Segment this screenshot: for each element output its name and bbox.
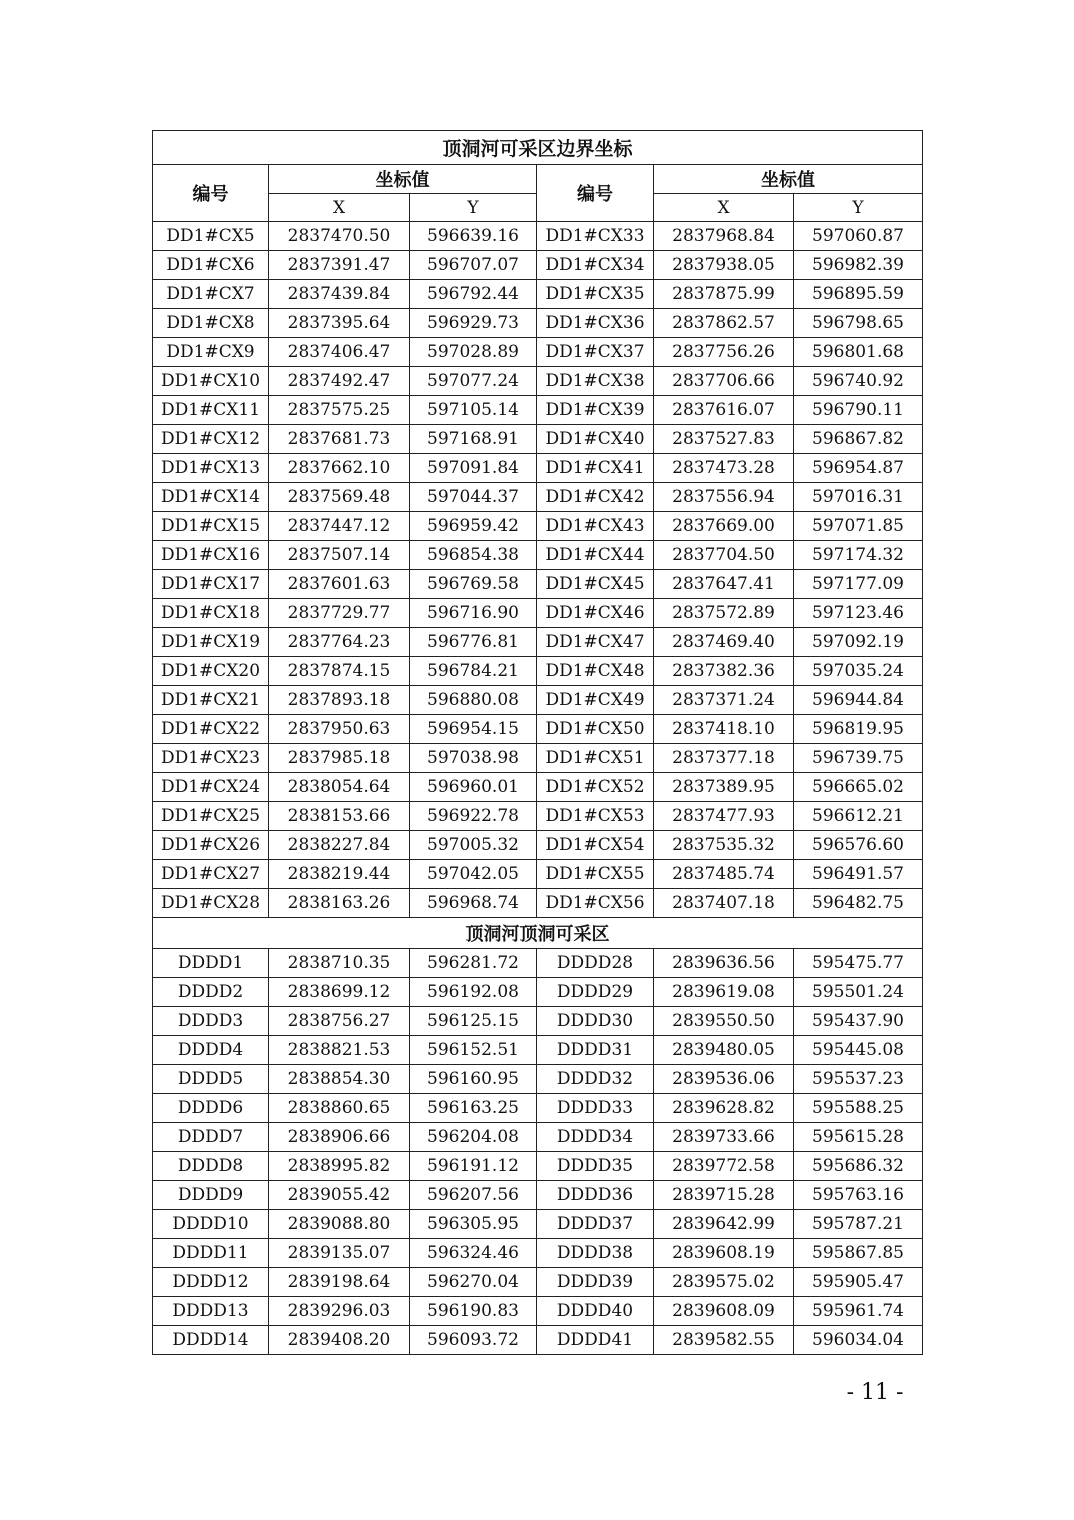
y-value-left: 596968.74 — [410, 889, 537, 918]
x-value-left: 2838756.27 — [269, 1007, 410, 1036]
point-id-right: DDDD41 — [537, 1326, 654, 1355]
y-value-right: 597071.85 — [794, 512, 923, 541]
y-value-right: 595867.85 — [794, 1239, 923, 1268]
point-id-right: DDDD40 — [537, 1297, 654, 1326]
y-value-left: 596707.07 — [410, 251, 537, 280]
x-value-left: 2838860.65 — [269, 1094, 410, 1123]
y-value-right: 595763.16 — [794, 1181, 923, 1210]
table-row — [153, 860, 923, 889]
point-id-right: DDDD34 — [537, 1123, 654, 1152]
table-row — [153, 599, 923, 628]
point-id-right: DD1#CX37 — [537, 338, 654, 367]
x-value-left: 2838163.26 — [269, 889, 410, 918]
point-id-left: DDDD3 — [153, 1007, 269, 1036]
y-value-right: 596944.84 — [794, 686, 923, 715]
point-id-right: DDDD37 — [537, 1210, 654, 1239]
x-value-left: 2837874.15 — [269, 657, 410, 686]
point-id-right: DDDD38 — [537, 1239, 654, 1268]
point-id-left: DDDD7 — [153, 1123, 269, 1152]
x-value-left: 2837492.47 — [269, 367, 410, 396]
point-id-right: DD1#CX49 — [537, 686, 654, 715]
table-row — [153, 978, 923, 1007]
x-value-right: 2839733.66 — [654, 1123, 794, 1152]
point-id-left: DD1#CX5 — [153, 222, 269, 251]
point-id-left: DDDD8 — [153, 1152, 269, 1181]
table-row — [153, 889, 923, 918]
point-id-right: DD1#CX54 — [537, 831, 654, 860]
table-row — [153, 1065, 923, 1094]
x-value-right: 2837407.18 — [654, 889, 794, 918]
point-id-right: DD1#CX55 — [537, 860, 654, 889]
x-value-left: 2839198.64 — [269, 1268, 410, 1297]
point-id-right: DD1#CX35 — [537, 280, 654, 309]
point-id-left: DDDD14 — [153, 1326, 269, 1355]
y-value-left: 597038.98 — [410, 744, 537, 773]
table-row — [153, 251, 923, 280]
table-row — [153, 1297, 923, 1326]
point-id-left: DDDD13 — [153, 1297, 269, 1326]
x-value-left: 2837662.10 — [269, 454, 410, 483]
table-row — [153, 280, 923, 309]
x-value-right: 2837647.41 — [654, 570, 794, 599]
table-row — [153, 1036, 923, 1065]
x-value-left: 2838227.84 — [269, 831, 410, 860]
x-value-right: 2837382.36 — [654, 657, 794, 686]
x-value-right: 2837704.50 — [654, 541, 794, 570]
y-value-right: 595961.74 — [794, 1297, 923, 1326]
point-id-left: DD1#CX24 — [153, 773, 269, 802]
point-id-right: DD1#CX48 — [537, 657, 654, 686]
x-value-left: 2838054.64 — [269, 773, 410, 802]
x-value-right: 2837572.89 — [654, 599, 794, 628]
y-value-right: 595437.90 — [794, 1007, 923, 1036]
table-row — [153, 657, 923, 686]
y-value-left: 597105.14 — [410, 396, 537, 425]
y-value-left: 596305.95 — [410, 1210, 537, 1239]
y-value-left: 597044.37 — [410, 483, 537, 512]
table-row — [153, 222, 923, 251]
x-value-left: 2837985.18 — [269, 744, 410, 773]
point-id-left: DD1#CX10 — [153, 367, 269, 396]
y-value-right: 596665.02 — [794, 773, 923, 802]
x-value-right: 2839619.08 — [654, 978, 794, 1007]
y-value-left: 596093.72 — [410, 1326, 537, 1355]
point-id-left: DD1#CX15 — [153, 512, 269, 541]
y-value-left: 596192.08 — [410, 978, 537, 1007]
point-id-right: DDDD36 — [537, 1181, 654, 1210]
x-value-left: 2839088.80 — [269, 1210, 410, 1239]
x-value-left: 2837764.23 — [269, 628, 410, 657]
x-value-left: 2839055.42 — [269, 1181, 410, 1210]
point-id-right: DD1#CX34 — [537, 251, 654, 280]
point-id-right: DDDD35 — [537, 1152, 654, 1181]
x-value-right: 2839582.55 — [654, 1326, 794, 1355]
x-value-right: 2839642.99 — [654, 1210, 794, 1239]
table-row — [153, 744, 923, 773]
y-value-left: 596190.83 — [410, 1297, 537, 1326]
table-row — [153, 831, 923, 860]
y-value-left: 596776.81 — [410, 628, 537, 657]
y-value-left: 596163.25 — [410, 1094, 537, 1123]
table-row — [153, 338, 923, 367]
table-row — [153, 396, 923, 425]
table-row — [153, 309, 923, 338]
table-row — [153, 628, 923, 657]
y-value-left: 596880.08 — [410, 686, 537, 715]
point-id-left: DD1#CX19 — [153, 628, 269, 657]
table-row — [153, 570, 923, 599]
y-value-right: 596576.60 — [794, 831, 923, 860]
x-value-right: 2837862.57 — [654, 309, 794, 338]
point-id-left: DD1#CX20 — [153, 657, 269, 686]
x-value-left: 2837681.73 — [269, 425, 410, 454]
table-row — [153, 1123, 923, 1152]
y-value-right: 595588.25 — [794, 1094, 923, 1123]
point-id-left: DD1#CX21 — [153, 686, 269, 715]
point-id-right: DD1#CX33 — [537, 222, 654, 251]
point-id-left: DDDD12 — [153, 1268, 269, 1297]
point-id-right: DD1#CX45 — [537, 570, 654, 599]
x-value-left: 2838906.66 — [269, 1123, 410, 1152]
point-id-left: DD1#CX11 — [153, 396, 269, 425]
y-value-left: 596792.44 — [410, 280, 537, 309]
table-row — [153, 1094, 923, 1123]
y-value-right: 595615.28 — [794, 1123, 923, 1152]
y-value-left: 596954.15 — [410, 715, 537, 744]
x-value-left: 2838153.66 — [269, 802, 410, 831]
x-value-right: 2839550.50 — [654, 1007, 794, 1036]
table-row — [153, 715, 923, 744]
x-value-left: 2837439.84 — [269, 280, 410, 309]
x-value-left: 2839135.07 — [269, 1239, 410, 1268]
header-id-right: 编号 — [537, 165, 654, 222]
y-value-right: 596740.92 — [794, 367, 923, 396]
point-id-left: DD1#CX27 — [153, 860, 269, 889]
table-title: 顶洞河可采区边界坐标 — [153, 131, 923, 165]
x-value-right: 2839636.56 — [654, 949, 794, 978]
x-value-right: 2837669.00 — [654, 512, 794, 541]
point-id-right: DD1#CX41 — [537, 454, 654, 483]
y-value-left: 597028.89 — [410, 338, 537, 367]
x-value-right: 2839628.82 — [654, 1094, 794, 1123]
x-value-right: 2837377.18 — [654, 744, 794, 773]
y-value-left: 597042.05 — [410, 860, 537, 889]
point-id-left: DD1#CX16 — [153, 541, 269, 570]
x-value-left: 2837575.25 — [269, 396, 410, 425]
x-value-left: 2839408.20 — [269, 1326, 410, 1355]
y-value-right: 597060.87 — [794, 222, 923, 251]
y-value-right: 595501.24 — [794, 978, 923, 1007]
y-value-left: 596207.56 — [410, 1181, 537, 1210]
x-value-left: 2837406.47 — [269, 338, 410, 367]
y-value-right: 596612.21 — [794, 802, 923, 831]
point-id-left: DD1#CX14 — [153, 483, 269, 512]
point-id-left: DD1#CX13 — [153, 454, 269, 483]
x-value-right: 2837556.94 — [654, 483, 794, 512]
y-value-right: 596867.82 — [794, 425, 923, 454]
y-value-left: 596204.08 — [410, 1123, 537, 1152]
y-value-left: 596929.73 — [410, 309, 537, 338]
y-value-left: 596639.16 — [410, 222, 537, 251]
x-value-right: 2837371.24 — [654, 686, 794, 715]
y-value-left: 596922.78 — [410, 802, 537, 831]
page-number: - 11 - — [846, 1380, 904, 1405]
table-row — [153, 1181, 923, 1210]
point-id-left: DD1#CX9 — [153, 338, 269, 367]
y-value-right: 595537.23 — [794, 1065, 923, 1094]
point-id-right: DD1#CX40 — [537, 425, 654, 454]
point-id-right: DD1#CX43 — [537, 512, 654, 541]
x-value-left: 2837507.14 — [269, 541, 410, 570]
point-id-left: DDDD5 — [153, 1065, 269, 1094]
point-id-left: DD1#CX8 — [153, 309, 269, 338]
header-y-right: Y — [794, 194, 923, 222]
y-value-right: 597092.19 — [794, 628, 923, 657]
x-value-left: 2837391.47 — [269, 251, 410, 280]
point-id-right: DDDD33 — [537, 1094, 654, 1123]
header-x-right: X — [654, 194, 794, 222]
x-value-right: 2837527.83 — [654, 425, 794, 454]
header-y-left: Y — [410, 194, 537, 222]
point-id-right: DDDD28 — [537, 949, 654, 978]
point-id-right: DD1#CX42 — [537, 483, 654, 512]
y-value-right: 595905.47 — [794, 1268, 923, 1297]
y-value-left: 596125.15 — [410, 1007, 537, 1036]
x-value-right: 2837535.32 — [654, 831, 794, 860]
x-value-right: 2837389.95 — [654, 773, 794, 802]
point-id-left: DD1#CX12 — [153, 425, 269, 454]
y-value-left: 597091.84 — [410, 454, 537, 483]
point-id-left: DD1#CX18 — [153, 599, 269, 628]
point-id-left: DDDD4 — [153, 1036, 269, 1065]
y-value-right: 596798.65 — [794, 309, 923, 338]
x-value-right: 2837968.84 — [654, 222, 794, 251]
x-value-left: 2837893.18 — [269, 686, 410, 715]
x-value-left: 2837470.50 — [269, 222, 410, 251]
x-value-right: 2839608.19 — [654, 1239, 794, 1268]
y-value-left: 596160.95 — [410, 1065, 537, 1094]
y-value-right: 596034.04 — [794, 1326, 923, 1355]
point-id-right: DD1#CX44 — [537, 541, 654, 570]
y-value-right: 596982.39 — [794, 251, 923, 280]
x-value-left: 2838699.12 — [269, 978, 410, 1007]
y-value-right: 597035.24 — [794, 657, 923, 686]
point-id-left: DDDD9 — [153, 1181, 269, 1210]
x-value-right: 2837477.93 — [654, 802, 794, 831]
x-value-right: 2837418.10 — [654, 715, 794, 744]
y-value-left: 597005.32 — [410, 831, 537, 860]
x-value-right: 2837756.26 — [654, 338, 794, 367]
table-row — [153, 686, 923, 715]
x-value-right: 2837875.99 — [654, 280, 794, 309]
point-id-left: DDDD11 — [153, 1239, 269, 1268]
y-value-right: 596819.95 — [794, 715, 923, 744]
x-value-left: 2837950.63 — [269, 715, 410, 744]
x-value-left: 2838219.44 — [269, 860, 410, 889]
point-id-left: DDDD1 — [153, 949, 269, 978]
point-id-right: DDDD30 — [537, 1007, 654, 1036]
point-id-left: DDDD2 — [153, 978, 269, 1007]
point-id-right: DDDD29 — [537, 978, 654, 1007]
y-value-right: 596895.59 — [794, 280, 923, 309]
x-value-right: 2839480.05 — [654, 1036, 794, 1065]
x-value-right: 2839575.02 — [654, 1268, 794, 1297]
y-value-left: 597168.91 — [410, 425, 537, 454]
y-value-left: 596716.90 — [410, 599, 537, 628]
point-id-left: DD1#CX22 — [153, 715, 269, 744]
point-id-right: DD1#CX36 — [537, 309, 654, 338]
x-value-left: 2837395.64 — [269, 309, 410, 338]
y-value-right: 597177.09 — [794, 570, 923, 599]
x-value-left: 2837729.77 — [269, 599, 410, 628]
x-value-right: 2837706.66 — [654, 367, 794, 396]
header-id-left: 编号 — [153, 165, 269, 222]
point-id-left: DD1#CX7 — [153, 280, 269, 309]
x-value-left: 2838854.30 — [269, 1065, 410, 1094]
point-id-right: DD1#CX39 — [537, 396, 654, 425]
x-value-right: 2839715.28 — [654, 1181, 794, 1210]
y-value-left: 596281.72 — [410, 949, 537, 978]
y-value-right: 596739.75 — [794, 744, 923, 773]
point-id-right: DD1#CX56 — [537, 889, 654, 918]
table-row — [153, 483, 923, 512]
point-id-left: DD1#CX25 — [153, 802, 269, 831]
x-value-right: 2837473.28 — [654, 454, 794, 483]
table-row — [153, 1152, 923, 1181]
y-value-left: 596769.58 — [410, 570, 537, 599]
x-value-right: 2837469.40 — [654, 628, 794, 657]
table-row — [153, 541, 923, 570]
section-title: 顶洞河顶洞可采区 — [153, 918, 923, 949]
y-value-right: 595686.32 — [794, 1152, 923, 1181]
table-row — [153, 425, 923, 454]
point-id-right: DDDD39 — [537, 1268, 654, 1297]
point-id-right: DD1#CX53 — [537, 802, 654, 831]
x-value-left: 2837447.12 — [269, 512, 410, 541]
table-row — [153, 1007, 923, 1036]
table-row — [153, 949, 923, 978]
point-id-right: DD1#CX52 — [537, 773, 654, 802]
x-value-right: 2839536.06 — [654, 1065, 794, 1094]
table-row — [153, 367, 923, 396]
point-id-right: DDDD31 — [537, 1036, 654, 1065]
table-row — [153, 1268, 923, 1297]
x-value-right: 2837616.07 — [654, 396, 794, 425]
y-value-right: 595787.21 — [794, 1210, 923, 1239]
table-row — [153, 802, 923, 831]
x-value-left: 2839296.03 — [269, 1297, 410, 1326]
y-value-left: 596959.42 — [410, 512, 537, 541]
y-value-left: 596324.46 — [410, 1239, 537, 1268]
point-id-left: DD1#CX17 — [153, 570, 269, 599]
table-row — [153, 512, 923, 541]
y-value-right: 596491.57 — [794, 860, 923, 889]
table-row — [153, 1239, 923, 1268]
point-id-left: DD1#CX28 — [153, 889, 269, 918]
y-value-left: 596152.51 — [410, 1036, 537, 1065]
table-row — [153, 454, 923, 483]
boundary-coordinates-table — [152, 130, 923, 1355]
table-row — [153, 773, 923, 802]
header-x-left: X — [269, 194, 410, 222]
table-row — [153, 1326, 923, 1355]
point-id-right: DD1#CX50 — [537, 715, 654, 744]
x-value-left: 2837569.48 — [269, 483, 410, 512]
point-id-left: DD1#CX6 — [153, 251, 269, 280]
point-id-right: DD1#CX38 — [537, 367, 654, 396]
header-coord-right: 坐标值 — [654, 165, 923, 194]
y-value-left: 596270.04 — [410, 1268, 537, 1297]
y-value-left: 596854.38 — [410, 541, 537, 570]
x-value-left: 2837601.63 — [269, 570, 410, 599]
point-id-left: DDDD10 — [153, 1210, 269, 1239]
y-value-right: 597016.31 — [794, 483, 923, 512]
y-value-right: 595475.77 — [794, 949, 923, 978]
y-value-right: 596801.68 — [794, 338, 923, 367]
point-id-left: DD1#CX23 — [153, 744, 269, 773]
y-value-left: 596784.21 — [410, 657, 537, 686]
table-row — [153, 1210, 923, 1239]
x-value-left: 2838995.82 — [269, 1152, 410, 1181]
x-value-right: 2837485.74 — [654, 860, 794, 889]
y-value-right: 597123.46 — [794, 599, 923, 628]
y-value-left: 596960.01 — [410, 773, 537, 802]
point-id-left: DDDD6 — [153, 1094, 269, 1123]
point-id-right: DDDD32 — [537, 1065, 654, 1094]
point-id-left: DD1#CX26 — [153, 831, 269, 860]
point-id-right: DD1#CX46 — [537, 599, 654, 628]
y-value-left: 597077.24 — [410, 367, 537, 396]
y-value-right: 595445.08 — [794, 1036, 923, 1065]
x-value-left: 2838710.35 — [269, 949, 410, 978]
x-value-right: 2839772.58 — [654, 1152, 794, 1181]
y-value-left: 596191.12 — [410, 1152, 537, 1181]
y-value-right: 596482.75 — [794, 889, 923, 918]
x-value-left: 2838821.53 — [269, 1036, 410, 1065]
y-value-right: 596790.11 — [794, 396, 923, 425]
y-value-right: 596954.87 — [794, 454, 923, 483]
x-value-right: 2837938.05 — [654, 251, 794, 280]
y-value-right: 597174.32 — [794, 541, 923, 570]
x-value-right: 2839608.09 — [654, 1297, 794, 1326]
header-coord-left: 坐标值 — [269, 165, 537, 194]
point-id-right: DD1#CX51 — [537, 744, 654, 773]
point-id-right: DD1#CX47 — [537, 628, 654, 657]
